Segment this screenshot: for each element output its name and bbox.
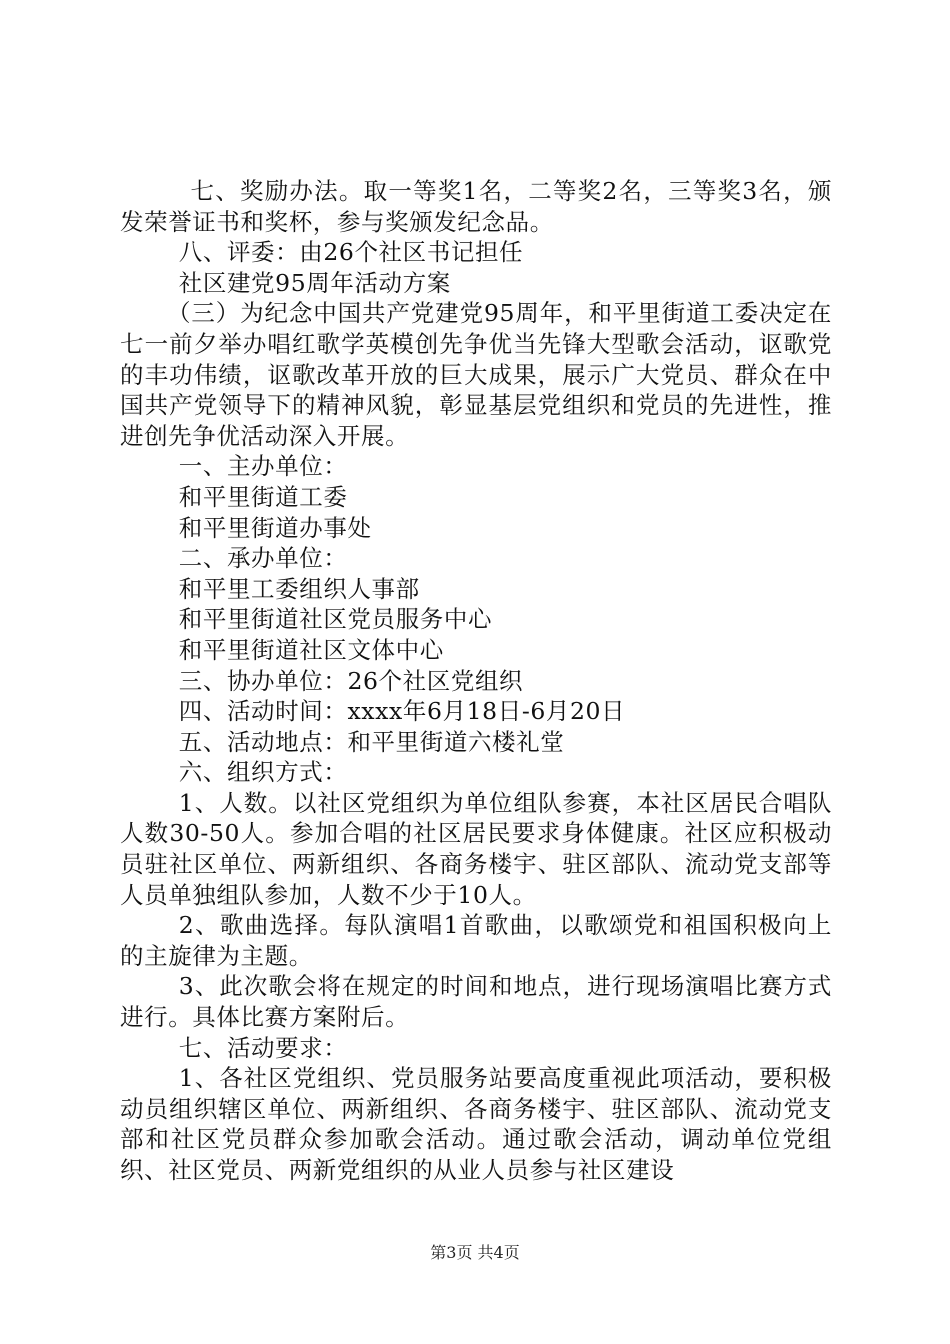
paragraph-awards: 七、奖励办法。取一等奖1名，二等奖2名，三等奖3名，颁发荣誉证书和奖杯，参与奖颁发纪念品。	[120, 177, 832, 236]
undertaker-item: 和平里街道社区文体中心	[178, 635, 444, 664]
paragraph-song-selection: 2、歌曲选择。每队演唱1首歌曲，以歌颂党和祖国积极向上的主旋律为主题。	[120, 911, 832, 970]
document-heading: 社区建党95周年活动方案	[178, 268, 451, 297]
section-activity-location: 五、活动地点：和平里街道六楼礼堂	[178, 727, 565, 756]
undertaker-item: 和平里工委组织人事部	[178, 574, 420, 603]
paragraph-requirements-1: 1、各社区党组织、党员服务站要高度重视此项活动，要积极动员组织辖区单位、两新组织、各商务楼宇、驻区部队、流动党支部和社区党员群众参加歌会活动。通过歌会活动，调动单位党组织、社区党员、两新党组织的从业人员参与社区建设	[120, 1064, 832, 1184]
paragraph-participants: 1、人数。以社区党组织为单位组队参赛，本社区居民合唱队人数30-50人。参加合唱的社区居民要求身体健康。社区应积极动员驻社区单位、两新组织、各商务楼宇、驻区部队、流动党支部等人员单独组队参加，人数不少于10人。	[120, 788, 832, 909]
paragraph-competition-format: 3、此次歌会将在规定的时间和地点，进行现场演唱比赛方式进行。具体比赛方案附后。	[120, 972, 832, 1032]
paragraph-judges: 八、评委：由26个社区书记担任	[178, 238, 524, 267]
section-organization-method-heading: 六、组织方式：	[178, 758, 348, 787]
paragraph-intro: （三）为纪念中国共产党建党95周年，和平里街道工委决定在七一前夕举办唱红歌学英模创先争优当先锋大型歌会活动，讴歌党的丰功伟绩，讴歌改革开放的巨大成果，展示广大党员、群众在中国共产党领导下的精神风貌，彰显基层党组织和党员的先进性，推进创先争优活动深入开展。	[120, 299, 832, 450]
section-organizer-heading: 一、主办单位：	[178, 452, 348, 481]
section-co-organizer: 三、协办单位：26个社区党组织	[178, 666, 524, 695]
organizer-item: 和平里街道工委	[178, 482, 348, 511]
organizer-item: 和平里街道办事处	[178, 513, 372, 542]
document-body	[120, 176, 832, 1186]
section-requirements-heading: 七、活动要求：	[178, 1033, 348, 1062]
undertaker-item: 和平里街道社区党员服务中心	[178, 605, 493, 634]
section-undertaker-heading: 二、承办单位：	[178, 544, 348, 573]
section-activity-time: 四、活动时间：xxxx年6月18日-6月20日	[178, 697, 626, 726]
page-footer: 第3页 共4页	[430, 1243, 520, 1262]
